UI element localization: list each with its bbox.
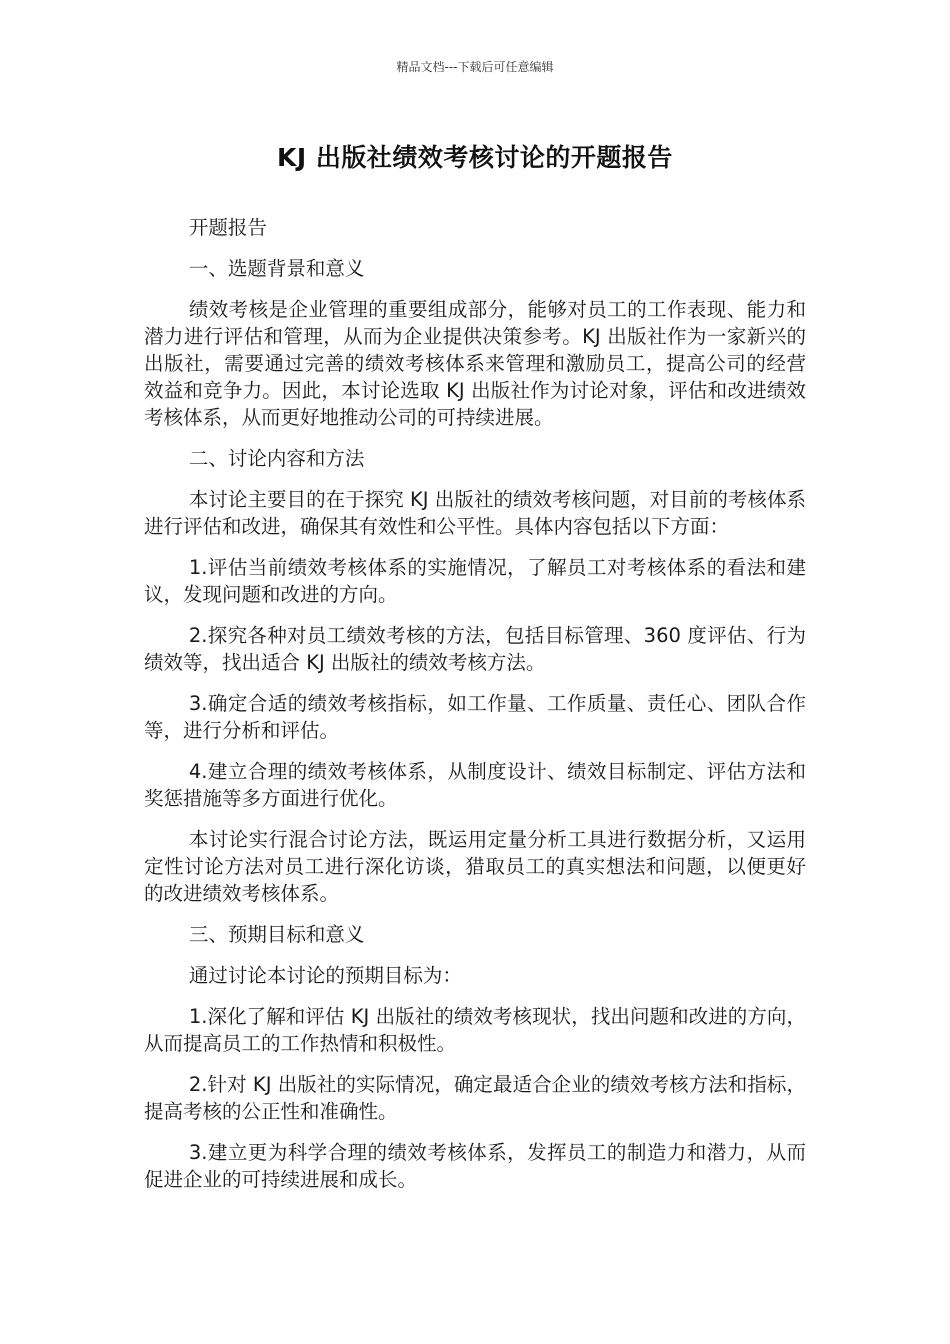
list-item-content-1: 1.评估当前绩效考核体系的实施情况，了解员工对考核体系的看法和建议，发现问题和改进的方向。 bbox=[144, 556, 806, 606]
section-heading-background: 一、选题背景和意义 bbox=[188, 257, 365, 280]
header-note: 精品文档---下载后可任意编辑 bbox=[396, 60, 554, 74]
paragraph-content-intro: 本讨论主要目的在于探究 KJ 出版社的绩效考核问题，对目前的考核体系进行评估和改进，确保其有效性和公平性。具体内容包括以下方面： bbox=[144, 488, 806, 538]
list-item-content-2: 2.探究各种对员工绩效考核的方法，包括目标管理、360 度评估、行为绩效等，找出适合 KJ 出版社的绩效考核方法。 bbox=[144, 624, 806, 674]
paragraph-goals-intro: 通过讨论本讨论的预期目标为： bbox=[188, 964, 462, 987]
list-item-content-4: 4.建立合理的绩效考核体系，从制度设计、绩效目标制定、评估方法和奖惩措施等多方面进行优化。 bbox=[144, 760, 806, 810]
section-heading-content-method: 二、讨论内容和方法 bbox=[188, 447, 365, 470]
paragraph-method: 本讨论实行混合讨论方法，既运用定量分析工具进行数据分析，又运用定性讨论方法对员工进行深化访谈，猎取员工的真实想法和问题，以便更好的改进绩效考核体系。 bbox=[144, 828, 806, 905]
section-label: 开题报告 bbox=[188, 216, 267, 239]
list-item-goal-3: 3.建立更为科学合理的绩效考核体系，发挥员工的制造力和潜力，从而促进企业的可持续进展和成长。 bbox=[144, 1141, 806, 1191]
list-item-goal-1: 1.深化了解和评估 KJ 出版社的绩效考核现状，找出问题和改进的方向，从而提高员工的工作热情和积极性。 bbox=[144, 1005, 806, 1055]
document-title: KJ 出版社绩效考核讨论的开题报告 bbox=[277, 143, 673, 172]
section-heading-goals: 三、预期目标和意义 bbox=[188, 923, 365, 946]
paragraph-background: 绩效考核是企业管理的重要组成部分，能够对员工的工作表现、能力和潜力进行评估和管理，从而为企业提供决策参考。KJ 出版社作为一家新兴的出版社，需要通过完善的绩效考核体系来管理和激励员工，提高公司的经营效益和竞争力。因此，本讨论选取 KJ 出版社作为讨论对象，评估和改进绩效考核体系，从而更好地推动公司的可持续进展。 bbox=[144, 298, 806, 429]
document-body bbox=[144, 214, 806, 1207]
list-item-goal-2: 2.针对 KJ 出版社的实际情况，确定最适合企业的绩效考核方法和指标，提高考核的公正性和准确性。 bbox=[144, 1073, 806, 1123]
list-item-content-3: 3.确定合适的绩效考核指标，如工作量、工作质量、责任心、团队合作等，进行分析和评估。 bbox=[144, 692, 806, 742]
